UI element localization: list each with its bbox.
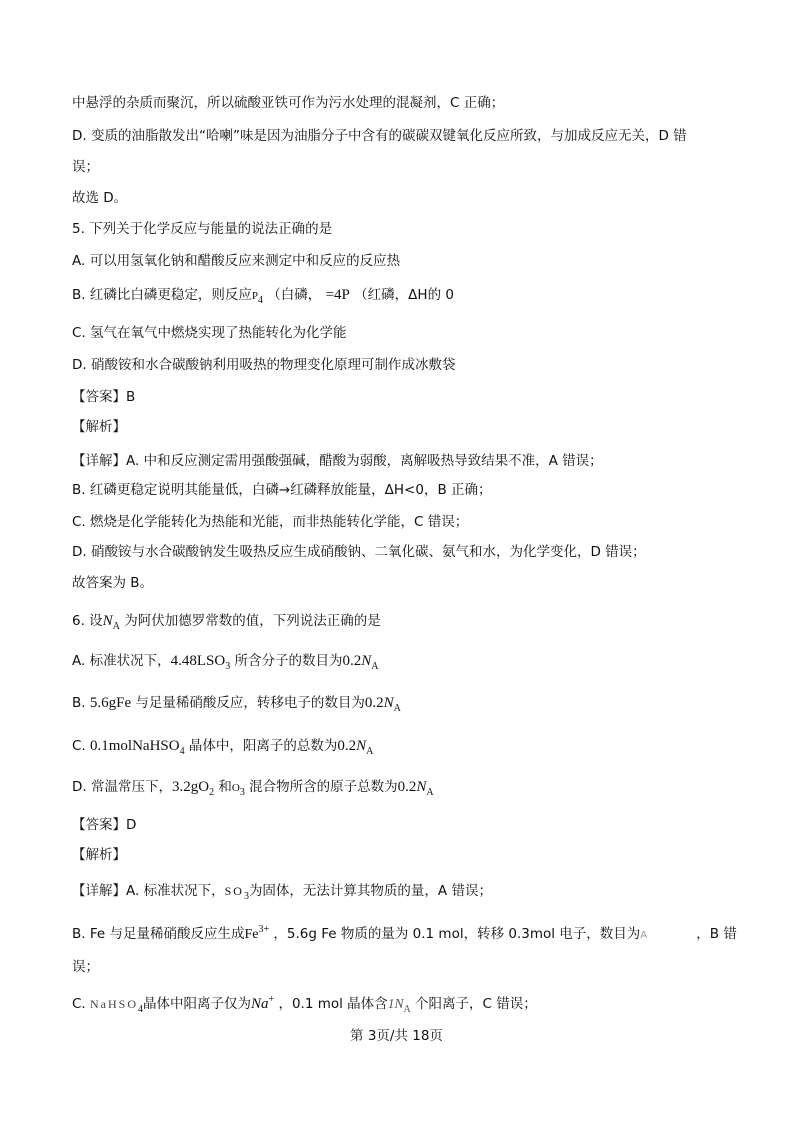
na-symbol: N bbox=[102, 613, 113, 629]
question-6-option-b bbox=[72, 694, 401, 714]
text-line: 误； bbox=[72, 959, 99, 975]
option-b-text: （红磷，ΔH bbox=[354, 287, 428, 303]
detail-5-b: B. 红磷更稳定说明其能量低，白磷→红磷释放能量，ΔH<0，B 正确； bbox=[72, 482, 492, 498]
option-d-text: 混合物所含的原子总数为 bbox=[249, 779, 398, 795]
option-c-text: 晶体中，阳离子的总数为 bbox=[188, 738, 338, 754]
option-d-text: D. 常温常压下， bbox=[72, 779, 172, 795]
nahso4-amount: 0.1molNaHSO bbox=[90, 738, 180, 754]
answer-6: 【答案】D bbox=[72, 817, 137, 833]
text-line: D. 变质的油脂散发出“哈喇”味是因为油脂分子中含有的碳碳双键氧化反应所致，与加成反应无关，D 错 bbox=[72, 128, 687, 144]
question-5-stem: 5. 下列关于化学反应与能量的说法正确的是 bbox=[72, 221, 333, 237]
so3-subscript: 3 bbox=[225, 661, 231, 672]
question-5-option-c: C. 氢气在氧气中燃烧实现了热能转化为化学能 bbox=[72, 325, 347, 341]
detail-text: ，5.6g Fe 物质的量为 0.1 mol，转移 0.3mol 电子，数目为 bbox=[273, 926, 641, 942]
detail-text: B. Fe 与足量稀硝酸反应生成 bbox=[72, 926, 245, 942]
na-subscript: A bbox=[371, 661, 379, 672]
value-02: 0.2 bbox=[364, 695, 384, 711]
value-02: 0.2 bbox=[342, 653, 362, 669]
na-subscript: A bbox=[426, 787, 434, 798]
detail-6-c bbox=[72, 995, 537, 1015]
page-footer: 第 3页/共 18页 bbox=[350, 1028, 443, 1044]
detail-6-b bbox=[72, 925, 737, 945]
text-line: 故选 D。 bbox=[72, 190, 128, 206]
nahso4-subscript: 4 bbox=[138, 1004, 144, 1015]
detail-5-d: D. 硝酸铵与水合碳酸钠发生吸热反应生成硝酸钠、二氧化碳、氨气和水，为化学变化，D 错误； bbox=[72, 544, 646, 560]
na-ion: Na bbox=[251, 996, 269, 1012]
detail-5-c: C. 燃烧是化学能转化为热能和光能，而非热能转化学能，C 错误； bbox=[72, 514, 469, 530]
o2-subscript: 2 bbox=[209, 787, 215, 798]
option-b-text: 的 0 bbox=[427, 287, 454, 303]
option-a-text: A. 标准状况下， bbox=[72, 653, 171, 669]
p4-subscript: 4 bbox=[257, 295, 263, 306]
text-line: 误； bbox=[72, 159, 99, 175]
q6-text: 为阿伏加德罗常数的值，下列说法正确的是 bbox=[124, 613, 381, 629]
value-02: 0.2 bbox=[337, 738, 357, 754]
question-5-option-b bbox=[72, 286, 454, 306]
na-charge: + bbox=[268, 994, 275, 1005]
nahso4-formula: NaHSO bbox=[90, 997, 139, 1011]
question-6-option-d bbox=[72, 778, 434, 798]
detail-text: 个阳离子，C 错误； bbox=[414, 996, 537, 1012]
na-symbol: N bbox=[383, 695, 394, 711]
detail-5-a: 【详解】A. 中和反应测定需用强酸强碱，醋酸为弱酸，离解吸热导致结果不准，A 错误； bbox=[72, 453, 603, 469]
na-subscript: A bbox=[366, 746, 374, 757]
so3-amount: 4.48LSO bbox=[170, 653, 226, 669]
so3-formula: SO bbox=[224, 884, 244, 898]
question-5-option-d: D. 硝酸铵和水合碳酸钠利用吸热的物理变化原理可制作成冰敷袋 bbox=[72, 357, 456, 373]
analysis-5-heading: 【解析】 bbox=[72, 419, 126, 435]
na-subscript: A bbox=[112, 621, 120, 632]
fe-ion: Fe bbox=[244, 927, 259, 942]
detail-text: 晶体中阳离子仅为 bbox=[143, 996, 252, 1012]
option-b-text: B. bbox=[72, 695, 86, 711]
detail-6-a bbox=[72, 882, 492, 902]
o3-subscript: 3 bbox=[239, 787, 245, 798]
nahso4-subscript: 4 bbox=[179, 746, 185, 757]
o2-amount: 3.2gO bbox=[171, 779, 210, 795]
q6-text: 6. 设 bbox=[72, 613, 103, 629]
fe-amount: 5.6gFe bbox=[89, 695, 132, 711]
fe-charge: 3+ bbox=[258, 924, 270, 935]
question-6-option-c bbox=[72, 737, 373, 757]
faint-symbol: A bbox=[640, 930, 648, 941]
detail-text: 为固体，无法计算其物质的量，A 错误； bbox=[248, 883, 492, 899]
o3-formula: O bbox=[231, 782, 240, 794]
detail-text: ，0.1 mol 晶体含 bbox=[278, 996, 388, 1012]
equation-part: =4P bbox=[325, 287, 350, 303]
option-c-text: C. bbox=[72, 738, 86, 754]
value-02: 0.2 bbox=[397, 779, 417, 795]
na-symbol: N bbox=[361, 653, 372, 669]
na-symbol: N bbox=[356, 738, 367, 754]
answer-5: 【答案】B bbox=[72, 389, 136, 405]
p4-formula: P bbox=[251, 290, 258, 302]
detail-text: ，B 错 bbox=[696, 926, 737, 942]
option-b-text: （白磷， bbox=[267, 287, 322, 303]
one-na: 1N bbox=[387, 996, 404, 1011]
question-5-option-a: A. 可以用氢氧化钠和醋酸反应来测定中和反应的反应热 bbox=[72, 253, 401, 269]
option-a-text: 所含分子的数目为 bbox=[234, 653, 343, 669]
detail-text: 【详解】A. 标准状况下， bbox=[72, 883, 225, 899]
option-d-text: 和 bbox=[218, 779, 232, 795]
analysis-6-heading: 【解析】 bbox=[72, 847, 126, 863]
question-6-option-a bbox=[72, 652, 378, 672]
so3-subscript: 3 bbox=[243, 891, 249, 902]
question-6-stem bbox=[72, 612, 381, 632]
one-na-subscript: A bbox=[403, 1004, 411, 1015]
option-b-text: B. 红磷比白磷更稳定，则反应 bbox=[72, 287, 252, 303]
detail-text: C. bbox=[72, 996, 86, 1012]
option-b-text: 与足量稀硝酸反应，转移电子的数目为 bbox=[135, 695, 365, 711]
detail-5-conclusion: 故答案为 B。 bbox=[72, 575, 154, 591]
text-line: 中悬浮的杂质而聚沉，所以硫酸亚铁可作为污水处理的混凝剂，C 正确； bbox=[72, 95, 505, 111]
na-subscript: A bbox=[393, 703, 401, 714]
na-symbol: N bbox=[416, 779, 427, 795]
